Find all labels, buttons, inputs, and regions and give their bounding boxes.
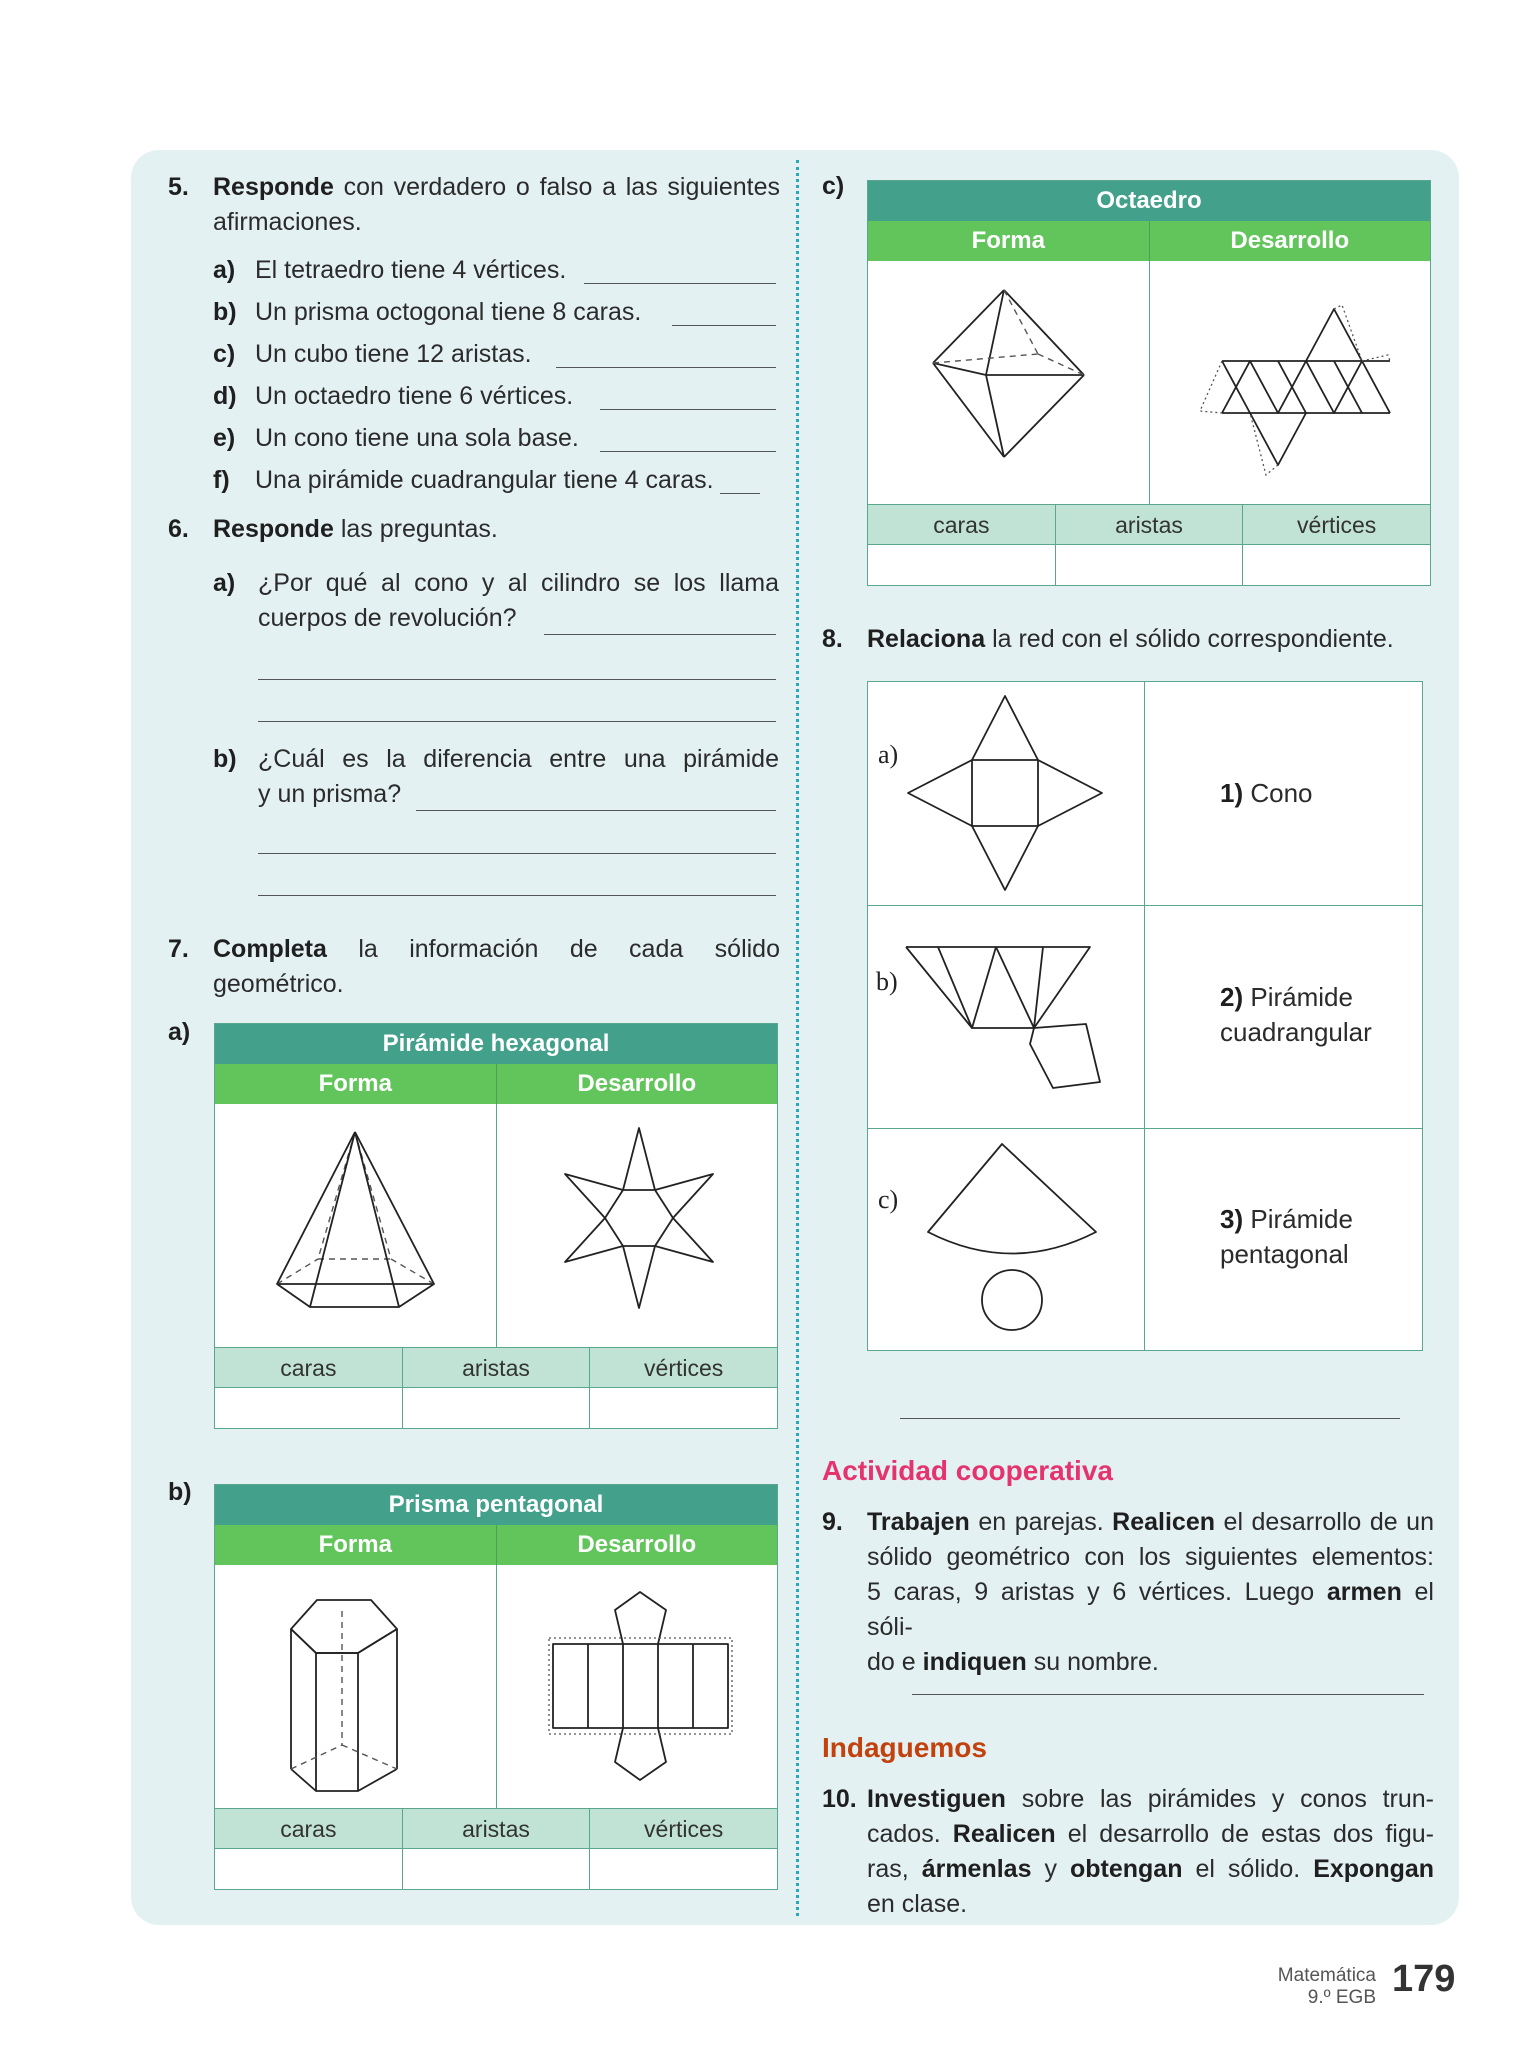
pentagonal-prism-figure bbox=[215, 1565, 496, 1809]
relation-vline bbox=[1144, 682, 1145, 1350]
label-vertices: vértices bbox=[589, 1348, 777, 1387]
label-vertices: vértices bbox=[1242, 505, 1430, 544]
col-forma: Forma bbox=[971, 227, 1045, 254]
answer-line[interactable] bbox=[258, 679, 776, 680]
label-aristas: aristas bbox=[1055, 505, 1243, 544]
answer-line[interactable] bbox=[600, 409, 776, 410]
solid-table-pentagonal-prism bbox=[214, 1484, 778, 1890]
pentagonal-prism-net bbox=[497, 1565, 778, 1809]
label-caras: caras bbox=[933, 512, 990, 538]
forma-cell bbox=[215, 1104, 496, 1347]
solid-table-octahedron bbox=[867, 180, 1431, 586]
footer-subject: Matemática 9.º EGB bbox=[1277, 1965, 1376, 2008]
question-8: 8. Relaciona la red con el sólido correspondiente. bbox=[822, 622, 1442, 657]
answer-line[interactable] bbox=[544, 634, 776, 635]
answer-line[interactable] bbox=[584, 283, 776, 284]
option-2: 2) Pirámide cuadrangular bbox=[1220, 982, 1372, 1047]
caras-input[interactable] bbox=[868, 545, 1055, 585]
answer-line[interactable] bbox=[416, 810, 776, 811]
separator-line bbox=[900, 1418, 1400, 1419]
label-caras: caras bbox=[280, 1355, 337, 1381]
answer-line[interactable] bbox=[672, 325, 776, 326]
question-5-text bbox=[168, 170, 780, 240]
table-title: Pirámide hexagonal bbox=[215, 1024, 777, 1064]
option-1: 1) Cono bbox=[1220, 778, 1313, 808]
question-6: 6. Responde las preguntas. bbox=[168, 512, 780, 547]
q5-item-a: a) El tetraedro tiene 4 vértices. bbox=[213, 256, 567, 284]
table-title: Octaedro bbox=[868, 181, 1430, 221]
caras-input[interactable] bbox=[215, 1388, 402, 1428]
col-desarrollo: Desarrollo bbox=[1149, 221, 1431, 261]
desarrollo-cell bbox=[496, 1104, 778, 1347]
question-9: 9. Trabajen en parejas. Realicen el desarrollo de un sólido geométrico con los siguientes elementos: 5 caras, 9 aristas y 6 vértices. Luego armen el sóli- do e indiquen su nombre. bbox=[822, 1508, 1434, 1676]
column-divider bbox=[796, 160, 799, 1916]
answer-line[interactable] bbox=[556, 367, 776, 368]
question-number: 8. bbox=[822, 625, 843, 653]
section-heading-indaguemos: Indaguemos bbox=[822, 1732, 987, 1763]
aristas-input[interactable] bbox=[402, 1388, 590, 1428]
question-10: 10. Investiguen sobre las pirámides y conos trun- cados. Realicen el desarrollo de estas dos figu- ras, ármenlas y obtengan el sólido. Expongan en clase. bbox=[822, 1785, 1435, 1918]
question-number: 6. bbox=[168, 515, 189, 543]
label-caras: caras bbox=[280, 1816, 337, 1842]
question-number: 7. bbox=[168, 935, 189, 963]
q5-item-d: d) Un octaedro tiene 6 vértices. bbox=[213, 382, 574, 410]
label-aristas: aristas bbox=[402, 1348, 590, 1387]
q5-item-c: c) Un cubo tiene 12 aristas. bbox=[213, 340, 532, 368]
question-text: con verdadero o falso a las siguientes afirmaciones. bbox=[213, 173, 780, 236]
relation-table bbox=[867, 681, 1423, 1351]
answer-line[interactable] bbox=[258, 721, 776, 722]
col-desarrollo: Desarrollo bbox=[496, 1525, 778, 1565]
table-title: Prisma pentagonal bbox=[215, 1485, 777, 1525]
q5-item-e: e) Un cono tiene una sola base. bbox=[213, 424, 579, 452]
table-letter: c) bbox=[822, 172, 845, 200]
vertices-input[interactable] bbox=[1242, 545, 1430, 585]
label-aristas: aristas bbox=[402, 1809, 590, 1848]
page-number: 179 bbox=[1392, 1958, 1456, 2000]
col-forma: Forma bbox=[318, 1531, 392, 1558]
question-verb: Responde bbox=[213, 173, 334, 201]
net-letter: a) bbox=[878, 740, 899, 769]
vertices-input[interactable] bbox=[589, 1849, 777, 1889]
aristas-input[interactable] bbox=[1055, 545, 1243, 585]
desarrollo-cell bbox=[1149, 261, 1431, 504]
q6-item-b: b) ¿Cuál es la diferencia entre una pirámide y un prisma? bbox=[213, 745, 779, 808]
answer-line[interactable] bbox=[258, 895, 776, 896]
solid-table-hexagonal-pyramid bbox=[214, 1023, 778, 1429]
relation-nets bbox=[868, 682, 1144, 1352]
label-vertices: vértices bbox=[589, 1809, 777, 1848]
section-heading-cooperativa: Actividad cooperativa bbox=[822, 1455, 1113, 1486]
col-forma: Forma bbox=[318, 1070, 392, 1097]
question-7: 7. Completa la información de cada sólido geométrico. bbox=[168, 932, 780, 1002]
separator-line bbox=[912, 1694, 1424, 1695]
net-letter: c) bbox=[878, 1185, 899, 1214]
aristas-input[interactable] bbox=[402, 1849, 590, 1889]
question-number: 5. bbox=[168, 173, 189, 201]
forma-cell bbox=[868, 261, 1149, 504]
answer-line[interactable] bbox=[600, 451, 776, 452]
col-desarrollo: Desarrollo bbox=[496, 1064, 778, 1104]
octahedron-net bbox=[1150, 261, 1431, 505]
answer-line[interactable] bbox=[258, 853, 776, 854]
hexagonal-pyramid-figure bbox=[215, 1104, 496, 1348]
vertices-input[interactable] bbox=[589, 1388, 777, 1428]
desarrollo-cell bbox=[496, 1565, 778, 1808]
forma-cell bbox=[215, 1565, 496, 1808]
question-5 bbox=[168, 170, 780, 240]
q6-item-a: a) ¿Por qué al cono y al cilindro se los llama cuerpos de revolución? bbox=[213, 569, 779, 632]
q5-item-b: b) Un prisma octogonal tiene 8 caras. bbox=[213, 298, 642, 326]
octahedron-figure bbox=[868, 261, 1149, 505]
table-letter: b) bbox=[168, 1478, 192, 1506]
answer-line[interactable] bbox=[720, 493, 760, 494]
option-3: 3) Pirámide pentagonal bbox=[1220, 1204, 1353, 1269]
net-letter: b) bbox=[876, 967, 898, 996]
table-letter: a) bbox=[168, 1018, 191, 1046]
q5-item-f: f) Una pirámide cuadrangular tiene 4 caras. bbox=[213, 466, 714, 494]
caras-input[interactable] bbox=[215, 1849, 402, 1889]
hexagonal-pyramid-net bbox=[497, 1104, 778, 1348]
